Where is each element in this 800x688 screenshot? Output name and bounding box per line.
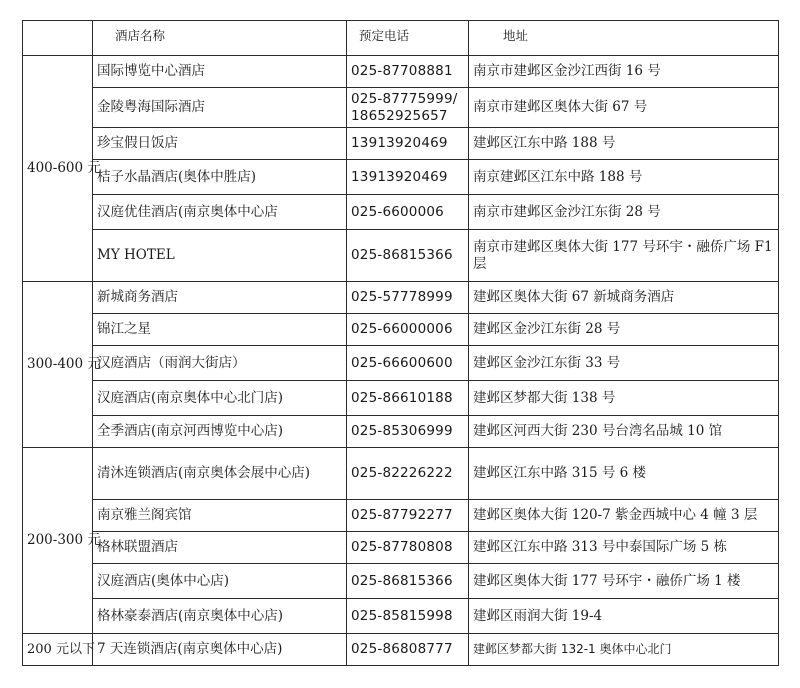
- hotel-name-cell: 南京雅兰阁宾馆: [93, 500, 347, 532]
- price-range-cell: 300-400 元: [23, 282, 93, 448]
- hotel-name-cell: 珍宝假日饭店: [93, 128, 347, 160]
- hotel-name-cell: 汉庭酒店（雨润大街店）: [93, 346, 347, 381]
- phone-cell: 025-87775999/18652925657: [347, 88, 469, 128]
- address-cell: 建邺区江东中路 313 号中泰国际广场 5 栋: [469, 532, 779, 564]
- table-row: [23, 564, 779, 599]
- hotel-name-cell: 清沐连锁酒店(南京奥体会展中心店): [93, 448, 347, 500]
- hotel-name-cell: 格林豪泰酒店(南京奥体中心店): [93, 599, 347, 634]
- phone-cell: 025-87780808: [347, 532, 469, 564]
- hotel-name-cell: 新城商务酒店: [93, 282, 347, 314]
- phone-cell: 13913920469: [347, 160, 469, 195]
- address-cell: 建邺区金沙江东街 28 号: [469, 314, 779, 346]
- price-range-cell: 200 元以下: [23, 634, 93, 666]
- phone-cell: 025-85306999: [347, 416, 469, 448]
- hotel-name-cell: 汉庭酒店(南京奥体中心北门店): [93, 381, 347, 416]
- header-hotel-name: 酒店名称: [93, 21, 347, 56]
- table-row: [23, 160, 779, 195]
- hotel-name-cell: 汉庭酒店(奥体中心店): [93, 564, 347, 599]
- hotel-name-cell: 格林联盟酒店: [93, 532, 347, 564]
- hotel-name-cell: 锦江之星: [93, 314, 347, 346]
- hotel-name-cell: 汉庭优佳酒店(南京奥体中心店: [93, 195, 347, 230]
- table-row: [23, 448, 779, 500]
- phone-cell: 025-66000006: [347, 314, 469, 346]
- phone-cell: 025-86815366: [347, 230, 469, 282]
- phone-cell: 025-57778999: [347, 282, 469, 314]
- address-cell: 建邺区金沙江东街 33 号: [469, 346, 779, 381]
- table-row: [23, 500, 779, 532]
- address-cell: 建邺区奥体大街 120-7 紫金西城中心 4 幢 3 层: [469, 500, 779, 532]
- table-row: [23, 314, 779, 346]
- address-cell: 南京市建邺区奥体大街 177 号环宇・融侨广场 F1 层: [469, 230, 779, 282]
- phone-cell: 025-87792277: [347, 500, 469, 532]
- table-row: [23, 88, 779, 128]
- address-cell: 南京市建邺区金沙江西街 16 号: [469, 56, 779, 88]
- phone-cell: 025-82226222: [347, 448, 469, 500]
- table-row: [23, 346, 779, 381]
- table-row: [23, 56, 779, 88]
- table-row: [23, 599, 779, 634]
- address-cell: 建邺区奥体大街 177 号环宇・融侨广场 1 楼: [469, 564, 779, 599]
- table-header-row: [23, 21, 779, 56]
- price-range-cell: 200-300 元: [23, 448, 93, 634]
- address-cell: 南京市建邺区奥体大街 67 号: [469, 88, 779, 128]
- hotel-name-cell: 全季酒店(南京河西博览中心店): [93, 416, 347, 448]
- address-cell: 建邺区江东中路 188 号: [469, 128, 779, 160]
- table-row: [23, 230, 779, 282]
- address-cell: 南京市建邺区金沙江东街 28 号: [469, 195, 779, 230]
- phone-cell: 025-66600600: [347, 346, 469, 381]
- address-cell: 建邺区梦都大街 132-1 奥体中心北门: [469, 634, 779, 666]
- table-row: [23, 195, 779, 230]
- phone-cell: 025-85815998: [347, 599, 469, 634]
- address-cell: 建邺区河西大街 230 号台湾名品城 10 馆: [469, 416, 779, 448]
- header-address: 地址: [469, 21, 779, 56]
- address-cell: 南京建邺区江东中路 188 号: [469, 160, 779, 195]
- price-range-cell: 400-600 元: [23, 56, 93, 282]
- hotel-name-cell: 金陵粤海国际酒店: [93, 88, 347, 128]
- phone-cell: 025-86610188: [347, 381, 469, 416]
- address-cell: 建邺区奥体大街 67 新城商务酒店: [469, 282, 779, 314]
- hotel-name-cell: 国际博览中心酒店: [93, 56, 347, 88]
- table-row: [23, 634, 779, 666]
- header-phone: 预定电话: [347, 21, 469, 56]
- address-cell: 建邺区梦都大街 138 号: [469, 381, 779, 416]
- table-row: [23, 381, 779, 416]
- address-cell: 建邺区江东中路 315 号 6 楼: [469, 448, 779, 500]
- table-row: [23, 416, 779, 448]
- phone-cell: 025-6600006: [347, 195, 469, 230]
- address-cell: 建邺区雨润大街 19-4: [469, 599, 779, 634]
- phone-cell: 025-86815366: [347, 564, 469, 599]
- hotel-table: [22, 20, 779, 666]
- header-price: [23, 21, 93, 56]
- phone-cell: 13913920469: [347, 128, 469, 160]
- phone-cell: 025-87708881: [347, 56, 469, 88]
- hotel-name-cell: 桔子水晶酒店(奥体中胜店): [93, 160, 347, 195]
- hotel-name-cell: 7 天连锁酒店(南京奥体中心店): [93, 634, 347, 666]
- table-row: [23, 128, 779, 160]
- table-row: [23, 532, 779, 564]
- hotel-name-cell: MY HOTEL: [93, 230, 347, 282]
- phone-cell: 025-86808777: [347, 634, 469, 666]
- table-row: [23, 282, 779, 314]
